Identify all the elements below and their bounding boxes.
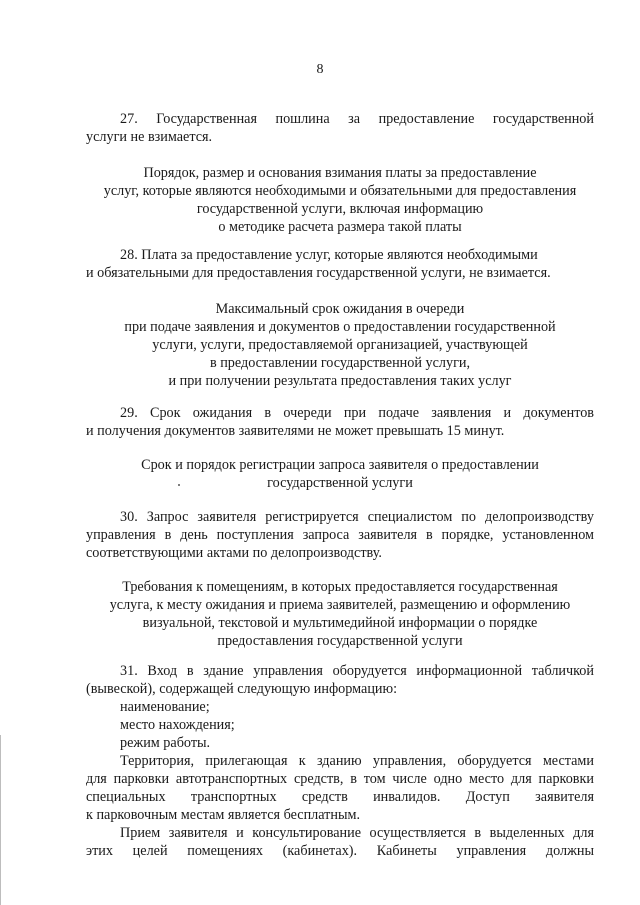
heading-line: и при получении результата предоставления таких услуг: [168, 373, 512, 389]
heading-line: предоставления государственной услуги: [217, 633, 463, 649]
section-31-line: для парковки автотранспортных средств, в том числе одно место для парковки: [86, 771, 594, 787]
heading-line: Максимальный срок ожидания в очереди: [215, 301, 465, 317]
section-31-line: Территория, прилегающая к зданию управления, оборудуется местами: [120, 753, 594, 769]
heading-line: государственной услуги: [267, 475, 413, 491]
section-28-line: 28. Плата за предоставление услуг, которые являются необходимыми: [120, 247, 538, 263]
section-31-line: 31. Вход в здание управления оборудуется информационной табличкой: [120, 663, 594, 679]
section-31-line: к парковочным местам является бесплатным.: [86, 807, 361, 823]
heading-fee: [86, 164, 594, 236]
section-27-line: 27. Государственная пошлина за предоставление государственной: [120, 111, 594, 127]
heading-line: о методике расчета размера такой платы: [218, 219, 462, 235]
page-number: 8: [316, 62, 324, 77]
heading-premises: [86, 578, 594, 650]
heading-queue: [86, 300, 594, 390]
section-28-line: и обязательными для предоставления государственной услуги, не взимается.: [86, 265, 551, 281]
heading-line: услуги, услуги, предоставляемой организацией, участвующей: [152, 337, 528, 353]
scan-edge-line: [0, 735, 1, 905]
section-31-line: (вывеской), содержащей следующую информацию:: [86, 681, 398, 697]
list-item: наименование;: [120, 699, 210, 715]
section-27-line: услуги не взимается.: [86, 129, 213, 145]
section-29: [86, 404, 594, 440]
scan-speck: [178, 484, 180, 486]
heading-line: визуальной, текстовой и мультимедийной информации о порядке: [142, 615, 538, 631]
section-29-line: и получения документов заявителями не может превышать 15 минут.: [86, 423, 505, 439]
heading-line: услуга, к месту ожидания и приема заявителей, размещению и оформлению: [109, 597, 571, 613]
section-30: [86, 508, 594, 562]
heading-line: Порядок, размер и основания взимания платы за предоставление: [143, 165, 537, 181]
list-item: место нахождения;: [120, 717, 235, 733]
section-29-line: 29. Срок ожидания в очереди при подаче заявления и документов: [120, 405, 594, 421]
heading-line: в предоставлении государственной услуги,: [209, 355, 471, 371]
heading-line: услуг, которые являются необходимыми и обязательными для предоставления: [103, 183, 577, 199]
heading-line: государственной услуги, включая информацию: [196, 201, 484, 217]
heading-line: при подаче заявления и документов о предоставлении государственной: [124, 319, 556, 335]
section-31-line: Прием заявителя и консультирование осуществляется в выделенных для: [120, 825, 594, 841]
section-27: [86, 110, 594, 146]
section-30-line: соответствующими актами по делопроизводству.: [86, 545, 382, 561]
section-30-line: управления в день поступления запроса заявителя в порядке, установленном: [86, 527, 594, 543]
section-31: [86, 662, 594, 860]
heading-line: Срок и порядок регистрации запроса заявителя о предоставлении: [141, 457, 539, 473]
section-31-line: специальных транспортных средств инвалидов. Доступ заявителя: [86, 789, 594, 805]
heading-line: Требования к помещениям, в которых предоставляется государственная: [122, 579, 558, 595]
section-30-line: 30. Запрос заявителя регистрируется специалистом по делопроизводству: [120, 509, 594, 525]
section-31-line: этих целей помещениях (кабинетах). Кабинеты управления должны: [86, 843, 594, 859]
heading-registration: [86, 456, 594, 492]
list-item: режим работы.: [120, 735, 211, 751]
section-28: [86, 246, 594, 282]
